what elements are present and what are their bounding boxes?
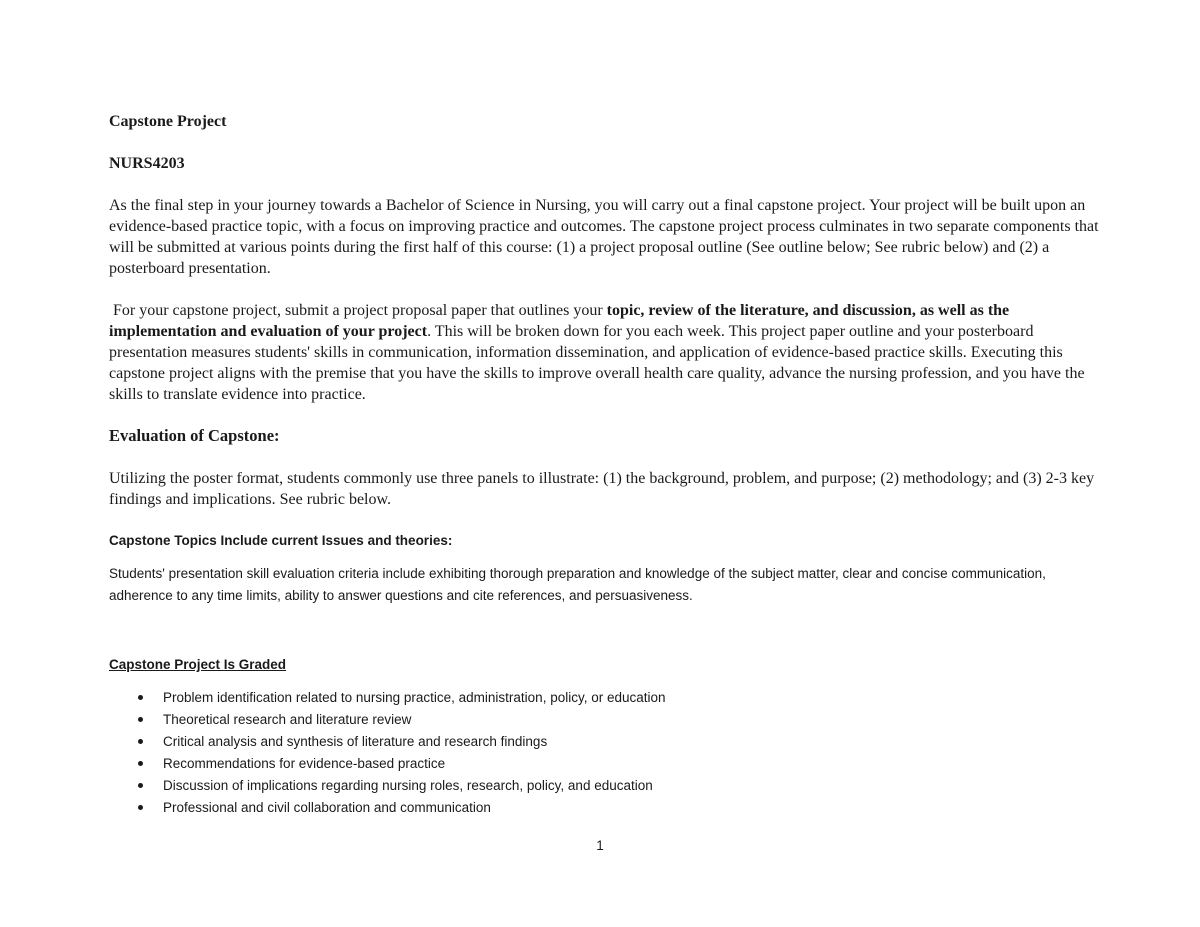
bullet-icon (138, 717, 143, 722)
bullet-icon (138, 805, 143, 810)
graded-list (109, 687, 1009, 819)
bullet-icon (138, 695, 143, 700)
list-item-text: Critical analysis and synthesis of literature and research findings (163, 734, 548, 749)
proposal-text-end: . This will be broken down for you each week. This project paper outline and your posterboard presentation measures students' skills in communication, information dissemination, and application of evidence-based practice skills. Executing this capstone project aligns with the premise that you have the skills to improve overall health care quality, advance the nursing profession, and you have the skills to translate evidence into practice. (109, 323, 1085, 403)
list-item-text: Recommendations for evidence-based practice (163, 756, 446, 771)
topics-paragraph: Students' presentation skill evaluation criteria include exhibiting thorough preparation and knowledge of the subject matter, clear and concise communication, adherence to any time limits, ability to answer questions and cite references, and persuasiveness. (109, 566, 1046, 603)
evaluation-heading: Evaluation of Capstone: (109, 426, 280, 445)
list-item-text: Problem identification related to nursing practice, administration, policy, or education (163, 690, 666, 705)
list-item-text: Discussion of implications regarding nursing roles, research, policy, and education (163, 778, 653, 793)
list-item (109, 709, 1009, 731)
evaluation-paragraph: Utilizing the poster format, students commonly use three panels to illustrate: (1) the background, problem, and purpose; (2) methodology; and (3) 2-3 key findings and implications. See rubric below. (109, 470, 1095, 508)
bullet-icon (138, 739, 143, 744)
proposal-emphasis: topic, review of the literature, and discussion, as well as the implementation and evaluation of your project (109, 302, 1010, 340)
topics-heading: Capstone Topics Include current Issues and theories: (109, 533, 453, 548)
bullet-icon (138, 783, 143, 788)
course-code: NURS4203 (109, 155, 185, 172)
intro-paragraph: As the final step in your journey towards a Bachelor of Science in Nursing, you will carry out a final capstone project. Your project will be built upon an evidence-based practice topic, with a focus on improving practice and outcomes. The capstone project process culminates in two separate components that will be submitted at various points during the first half of this course: (1) a project proposal outline (See outline below; See rubric below) and (2) a posterboard presentation. (109, 197, 1099, 277)
list-item (109, 775, 1009, 797)
bullet-icon (138, 761, 143, 766)
list-item (109, 731, 1009, 753)
graded-heading: Capstone Project Is Graded (109, 657, 287, 672)
list-item (109, 797, 1009, 819)
proposal-paragraph (109, 300, 1099, 405)
list-item-text: Professional and civil collaboration and communication (163, 800, 491, 815)
page-number: 1 (596, 838, 604, 853)
list-item (109, 753, 1009, 775)
proposal-text-start: For your capstone project, submit a project proposal paper that outlines your (113, 302, 607, 319)
document-title: Capstone Project (109, 113, 227, 130)
list-item (109, 687, 1009, 709)
list-item-text: Theoretical research and literature review (163, 712, 412, 727)
